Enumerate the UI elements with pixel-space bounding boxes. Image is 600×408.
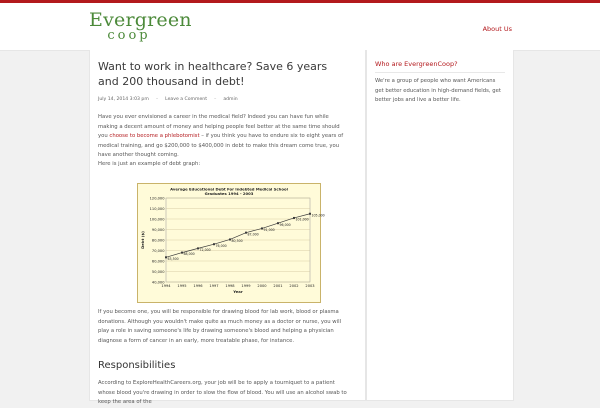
chart-x-tick-label: 1995 (177, 284, 187, 288)
meta-separator: – (214, 97, 217, 102)
chart-data-label: 80,500 (231, 239, 243, 244)
paragraph-graph-intro: Here is just an example of debt graph: (98, 161, 201, 167)
post-author[interactable]: admin (223, 97, 238, 102)
chart-data-label: 101,000 (295, 217, 309, 222)
site-logo[interactable] (89, 11, 192, 42)
chart-x-tick-label: 1999 (241, 284, 251, 288)
post-meta (98, 97, 245, 102)
logo-word-coop: coop (107, 28, 151, 43)
site-header (0, 3, 600, 51)
chart-x-tick-label: 2002 (289, 284, 299, 288)
chart-data-label: 105,000 (311, 213, 325, 218)
main-content (89, 50, 366, 405)
nav-about-us[interactable]: About Us (482, 25, 512, 33)
post-date[interactable]: July 14, 2014 3:03 pm (98, 97, 149, 102)
paragraph-duties: According to ExploreHealthCareers.org, your job will be to apply a tourniquet to a patient whose blood you're drawing in order to slow the flow of blood. You will use an alcohol swab to keep the area of the (98, 380, 347, 405)
chart-data-label: 87,000 (247, 232, 259, 237)
chart-y-tick-label: 120,000 (149, 196, 165, 201)
logo-word-evergreen: Evergreen (89, 9, 192, 31)
chart-y-axis-label: Debt ($) (140, 231, 145, 249)
chart-x-tick-label: 2003 (305, 284, 315, 288)
chart-data-label: 76,000 (215, 243, 227, 248)
sidebar-title: Who are EvergreenCoop? (375, 60, 458, 68)
intro-text-b: – if you think you have to endure six to eight years of medical training, and go $200,000 to $400,000 in debt to make this dream come true, you have another thought coming. (98, 133, 344, 158)
post-title[interactable]: Want to work in healthcare? Save 6 years and 200 thousand in debt! (98, 60, 328, 88)
chart-y-tick-label: 80,000 (151, 238, 165, 243)
chart-y-tick-label: 110,000 (149, 206, 165, 211)
chart-x-tick-label: 2000 (257, 284, 267, 288)
chart-y-tick-label: 50,000 (151, 269, 165, 274)
chart-y-tick-label: 40,000 (151, 280, 165, 285)
chart-series-line (166, 214, 310, 258)
chart-title-line-2: Graduates 1994 - 2003 (204, 191, 254, 196)
chart-x-tick-label: 1997 (209, 284, 219, 288)
chart-y-tick-label: 60,000 (151, 259, 165, 264)
comment-link[interactable]: Leave a Comment (165, 97, 208, 102)
chart-x-tick-label: 2001 (273, 284, 283, 288)
debt-chart-svg (138, 184, 325, 302)
chart-data-label: 96,000 (279, 222, 291, 227)
chart-data-label: 72,000 (199, 248, 211, 252)
intro-text-a: Have you ever envisioned a career in the medical field? Indeed you can have fun while making a decent amount of money and helping people feel better at the same time should you (98, 114, 340, 139)
chart-x-tick-label: 1996 (193, 284, 203, 288)
sidebar-divider (375, 72, 505, 73)
chart-y-tick-label: 100,000 (149, 217, 165, 222)
sidebar-text: We're a group of people who want Americans get better education in high-demand fields, get better jobs and live a better life. (375, 78, 501, 103)
debt-chart (137, 183, 325, 303)
chart-x-axis-label: Year (233, 289, 243, 294)
chart-y-tick-label: 70,000 (151, 248, 165, 253)
paragraph-responsibility: If you become one, you will be responsible for drawing blood for lab work, blood or plasma donations. Although you wouldn't make quite as much money as a doctor or nurse, you will play a role in saving someone's life by drawing someone's blood and helping a physician diagnose a form of cancer in an early, more treatable phase, for instance. (98, 309, 342, 344)
phlebotomist-link[interactable]: choose to become a phlebotomist (109, 133, 200, 139)
chart-title-line-1: Average Educational Debt For Indebted Medical School (170, 186, 288, 192)
chart-x-tick-label: 1994 (161, 284, 171, 288)
chart-data-label: 68,000 (183, 252, 195, 257)
section-heading-responsibilities: Responsibilities (98, 360, 176, 371)
chart-x-tick-label: 1998 (225, 284, 235, 288)
sidebar (366, 50, 514, 401)
chart-data-label: 91,000 (263, 228, 275, 233)
paragraph-intro (98, 113, 348, 161)
chart-y-tick-label: 90,000 (151, 227, 165, 232)
meta-separator: – (155, 97, 159, 102)
chart-data-label: 63,500 (167, 256, 179, 261)
